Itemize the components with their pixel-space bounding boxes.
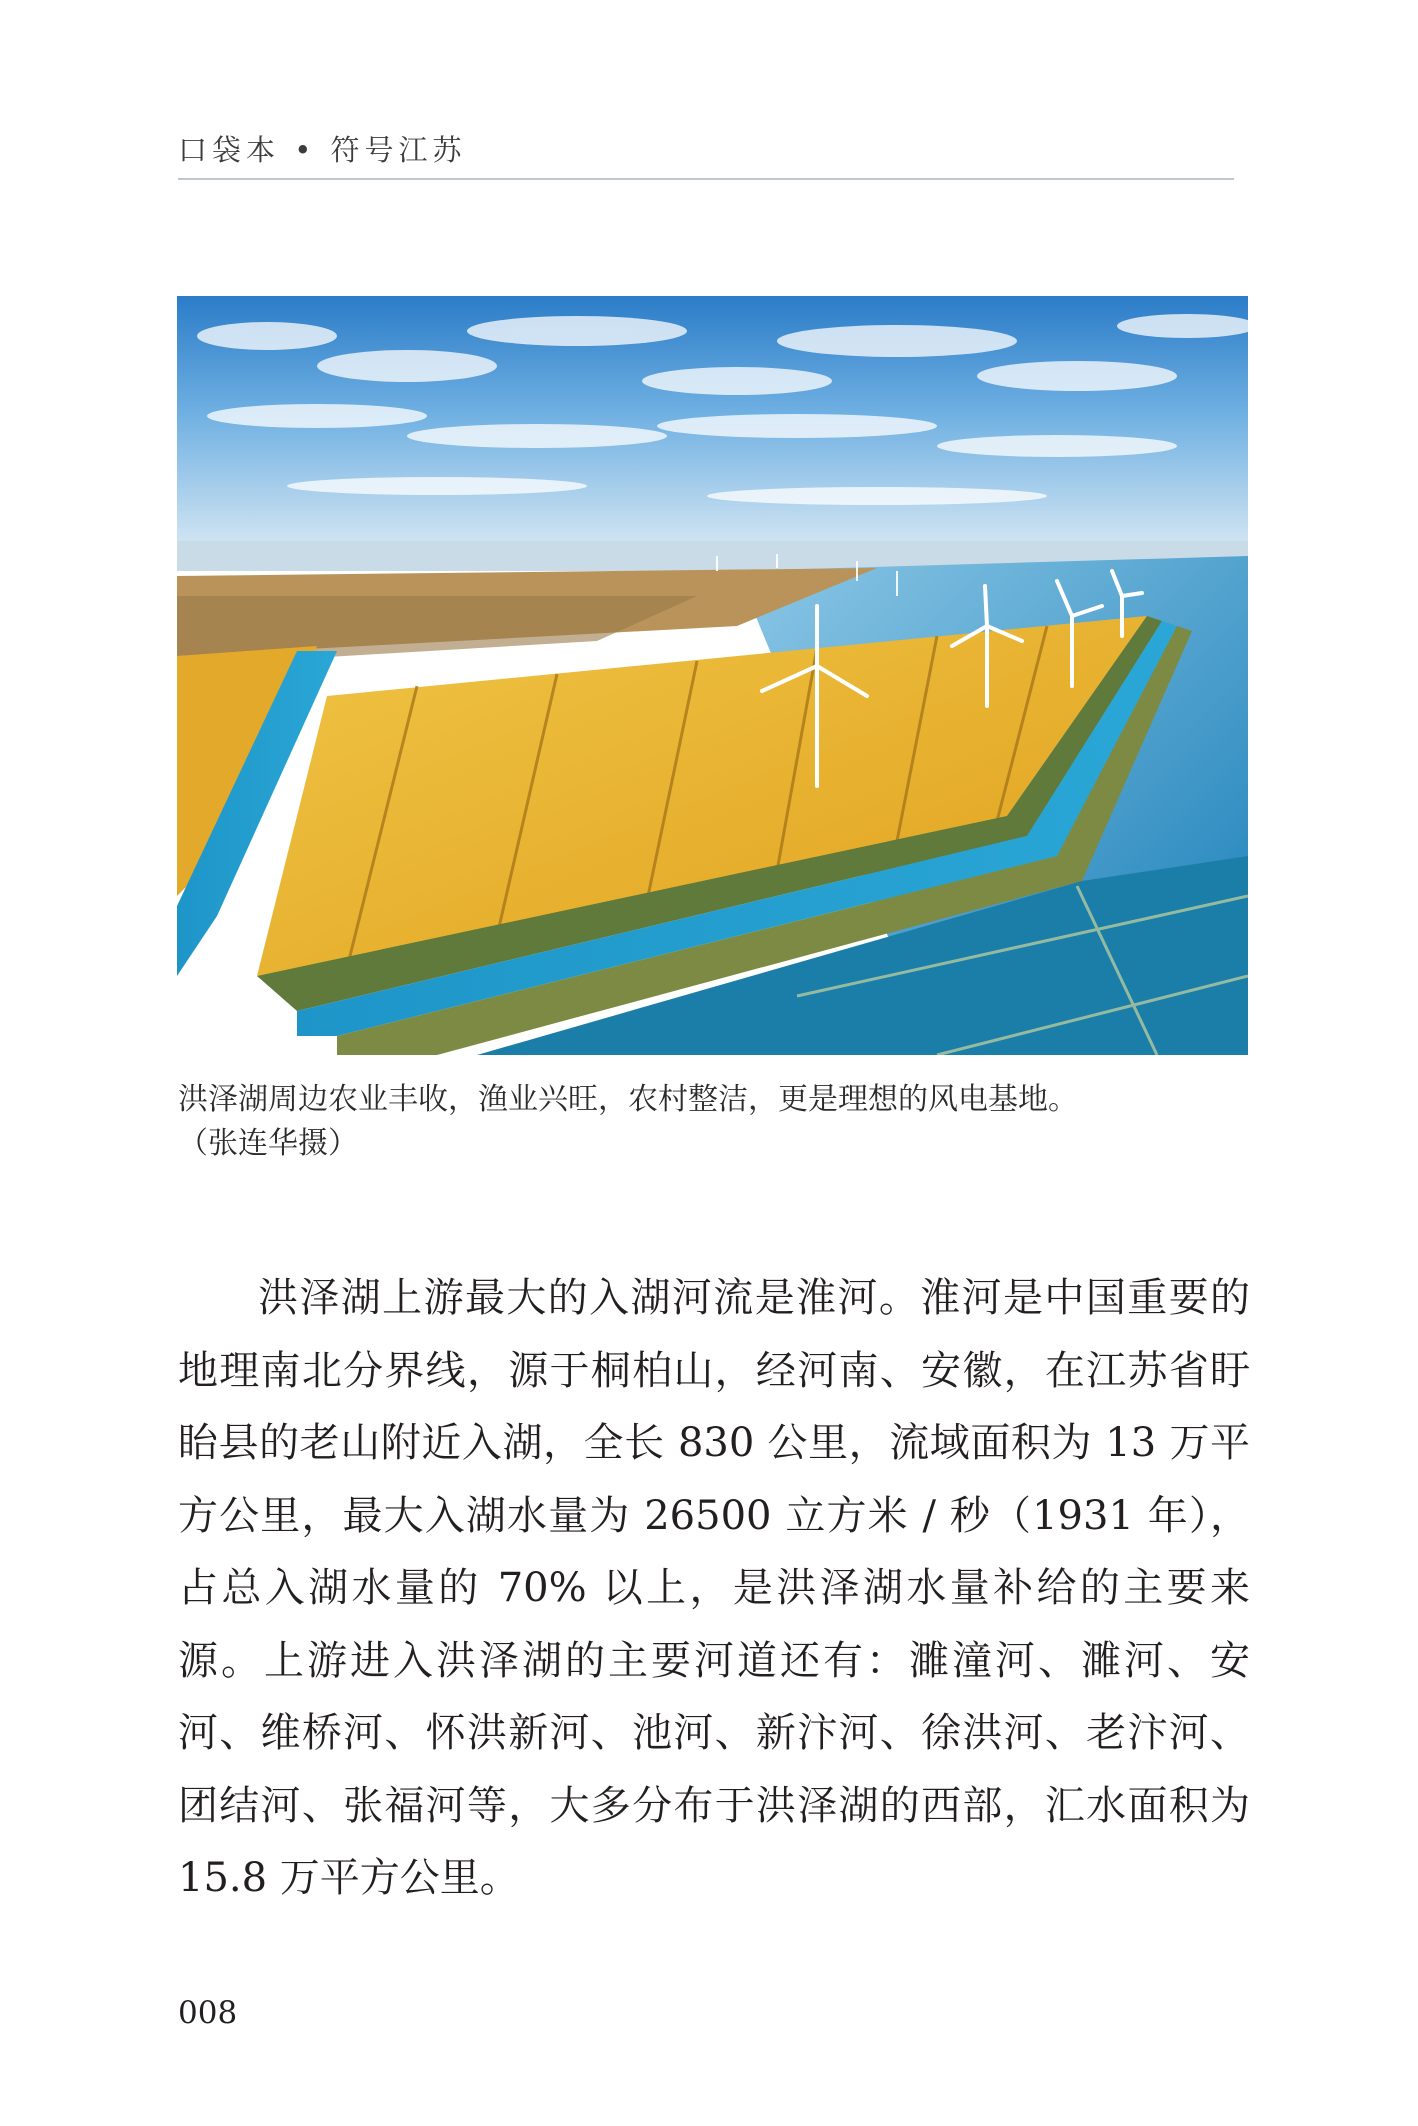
- running-header: 口袋本 • 符号江苏: [178, 133, 467, 167]
- body-paragraph: 洪泽湖上游最大的入湖河流是淮河。淮河是中国重要的地理南北分界线，源于桐柏山，经河南、安徽，在江苏省盱眙县的老山附近入湖，全长 830 公里，流域面积为 13 万平方公里，最大入湖水量为 26500 立方米 / 秒（1931 年），占总入湖水量的 70% 以上，是洪泽湖水量补给的主要来源。上游进入洪泽湖的主要河道还有：濉潼河、濉河、安河、维桥河、怀洪新河、池河、新汴河、徐洪河、老汴河、团结河、张福河等，大多分布于洪泽湖的西部，汇水面积为 15.8 万平方公里。: [178, 1275, 1250, 1901]
- landscape-photo: [177, 296, 1248, 1055]
- caption-line-1: 洪泽湖周边农业丰收，渔业兴旺，农村整洁，更是理想的风电基地。: [178, 1082, 1078, 1117]
- caption-line-2: （张连华摄）: [178, 1126, 358, 1161]
- header-rule: [178, 178, 1234, 180]
- photo-caption: [178, 1078, 1258, 1166]
- page-number: 008: [178, 1995, 238, 2031]
